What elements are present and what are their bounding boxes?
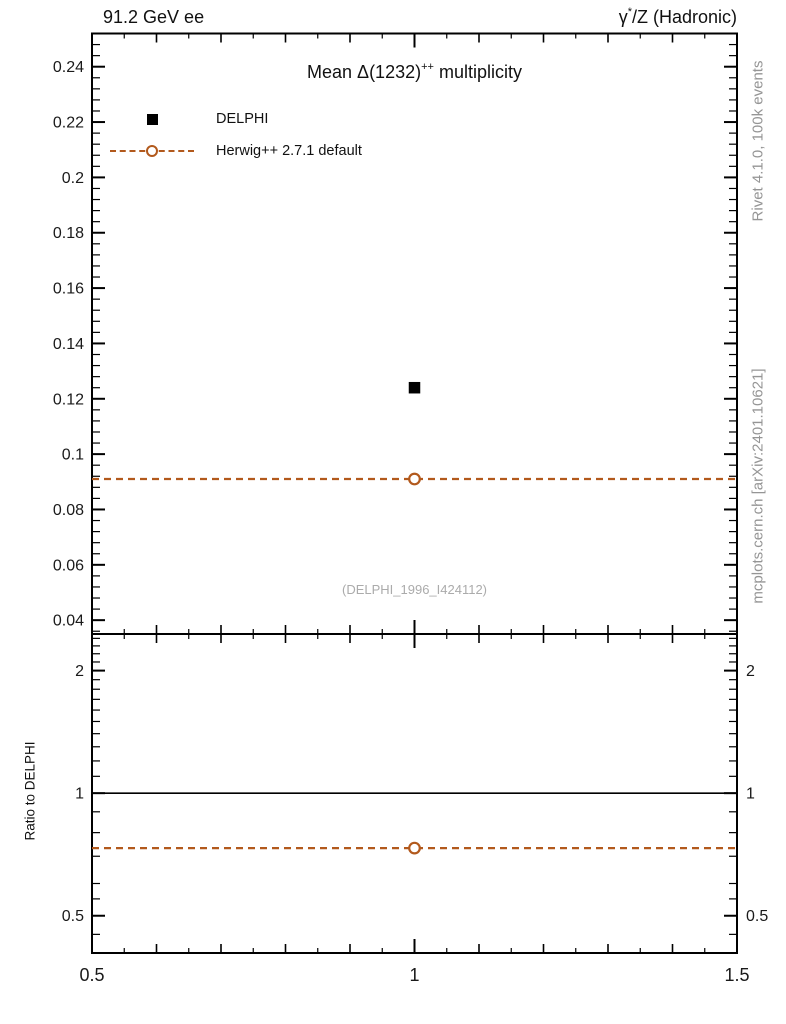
ratio-y-tick-label: 1: [75, 785, 84, 803]
legend-label-delphi: DELPHI: [216, 111, 269, 127]
ratio-y-tick-label-right: 0.5: [746, 908, 769, 926]
mcplots-arxiv-note: mcplots.cern.ch [arXiv:2401.10621]: [749, 368, 767, 604]
ratio-y-tick-label: 0.5: [61, 908, 84, 926]
plot-title: [92, 62, 737, 83]
ratio-y-tick-label: 2: [75, 663, 84, 681]
legend-item-herwig: [104, 135, 362, 167]
legend-label-herwig: Herwig++ 2.7.1 default: [216, 143, 362, 159]
beam-energy-label: 91.2 GeV ee: [103, 7, 205, 27]
y-tick-label: 0.14: [52, 335, 84, 353]
delphi-marker: [409, 382, 421, 394]
y-tick-label: 0.2: [61, 169, 84, 187]
y-tick-label: 0.18: [52, 225, 84, 243]
process-label-rest: /Z (Hadronic): [631, 7, 737, 27]
y-tick-label: 0.16: [52, 280, 84, 298]
x-tick-label: 1: [409, 965, 420, 985]
process-label-base: γ: [618, 7, 628, 27]
ratio-y-tick-label-right: 2: [746, 663, 755, 681]
process-label: [619, 7, 737, 28]
legend: [104, 103, 362, 167]
y-tick-label: 0.06: [52, 557, 84, 575]
filled-square-icon: [147, 114, 158, 125]
dashed-line-icon: [110, 150, 194, 152]
y-tick-label: 0.04: [52, 612, 84, 630]
ratio-axis-label: Ratio to DELPHI: [22, 741, 38, 841]
plot-title-sup: ++: [421, 61, 434, 73]
herwig-marker: [409, 474, 420, 485]
y-tick-label: 0.1: [61, 446, 84, 464]
ratio-y-tick-label-right: 1: [746, 785, 755, 803]
x-tick-label: 0.5: [79, 965, 105, 985]
y-tick-label: 0.22: [52, 114, 84, 132]
process-label-sup: *: [627, 6, 632, 18]
open-circle-icon: [146, 145, 158, 157]
plot-title-post: multiplicity: [433, 62, 522, 82]
rivet-version-note: Rivet 4.1.0, 100k events: [749, 60, 767, 222]
herwig-ratio-marker: [409, 843, 420, 854]
y-tick-label: 0.08: [52, 501, 84, 519]
x-tick-label: 1.5: [724, 965, 750, 985]
y-tick-label: 0.24: [52, 59, 84, 77]
analysis-id-watermark: (DELPHI_1996_I424112): [341, 582, 488, 597]
legend-item-delphi: [104, 103, 362, 135]
plot-title-pre: Mean Δ(1232): [307, 62, 422, 82]
legend-marker-cell: [104, 150, 200, 152]
legend-marker-cell: [104, 114, 200, 125]
y-tick-label: 0.12: [52, 391, 84, 409]
